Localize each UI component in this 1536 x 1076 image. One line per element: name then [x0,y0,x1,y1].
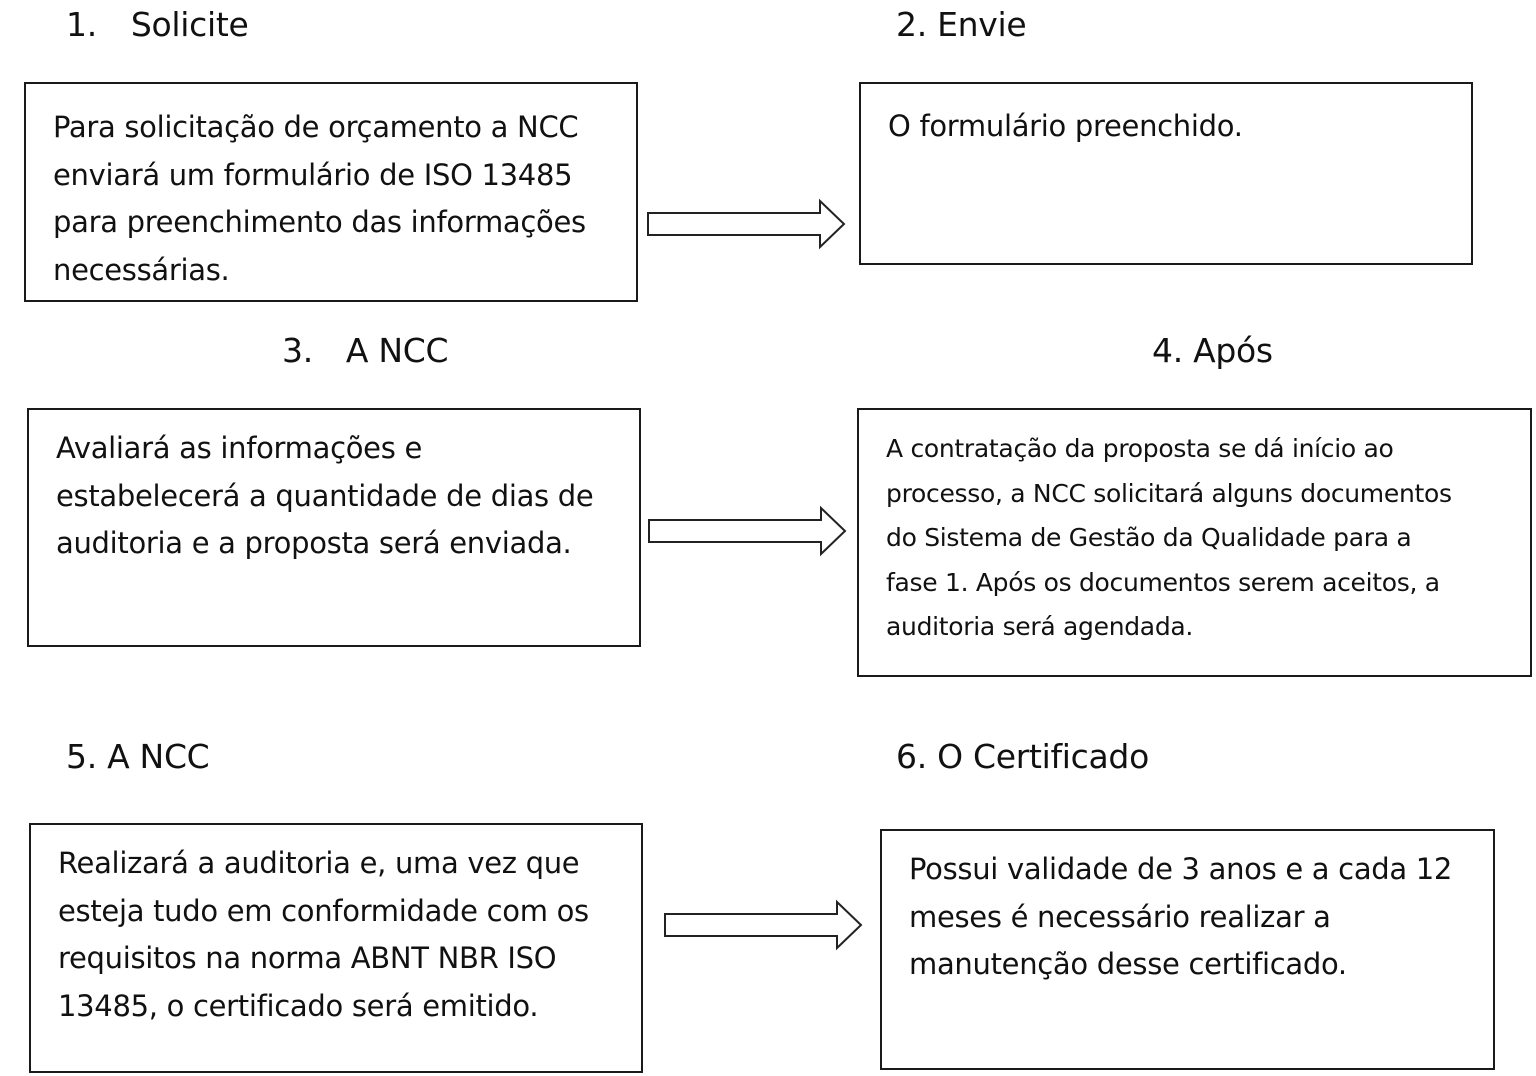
step-4-heading [1152,331,1273,370]
step-6-text: Possui validade de 3 anos e a cada 12 meses é necessário realizar a manutenção desse certificado. [909,852,1453,981]
step-3-box [27,408,641,647]
step-5-number: 5. [66,737,97,776]
arrow-step-3-to-4 [647,505,847,557]
step-1-heading [66,5,249,44]
step-4-text: A contratação da proposta se dá início ao processo, a NCC solicitará alguns documentos do Sistema de Gestão da Qualidade para a fase 1. Após os documentos serem aceitos, a auditoria será agendada. [886,434,1452,641]
step-6-title: O Certificado [937,737,1149,776]
step-1-box [24,82,638,302]
step-5-title: A NCC [107,737,210,776]
step-1-number: 1. [66,5,97,44]
arrow-step-1-to-2 [646,198,846,250]
step-2-heading [896,5,1027,44]
arrow-step-5-to-6 [663,899,863,951]
step-5-text: Realizará a auditoria e, uma vez que esteja tudo em conformidade com os requisitos na norma ABNT NBR ISO 13485, o certificado será emitido. [58,846,589,1023]
step-4-box [857,408,1532,677]
step-5-box [29,823,643,1073]
step-4-title: Após [1193,331,1273,370]
step-2-number: 2. [896,5,927,44]
step-3-heading [282,331,449,370]
step-2-box [859,82,1473,265]
step-2-title: Envie [937,5,1027,44]
step-6-box [880,829,1495,1070]
step-6-heading [896,737,1149,776]
step-3-number: 3. [282,331,313,370]
step-3-text: Avaliará as informações e estabelecerá a quantidade de dias de auditoria e a proposta será enviada. [56,431,594,560]
step-2-text: O formulário preenchido. [888,109,1243,143]
step-6-number: 6. [896,737,927,776]
step-5-heading [66,737,210,776]
step-1-title: Solicite [130,5,249,44]
step-4-number: 4. [1152,331,1183,370]
step-1-text: Para solicitação de orçamento a NCC enviará um formulário de ISO 13485 para preenchimento das informações necessárias. [53,110,586,287]
step-3-title: A NCC [345,331,449,370]
